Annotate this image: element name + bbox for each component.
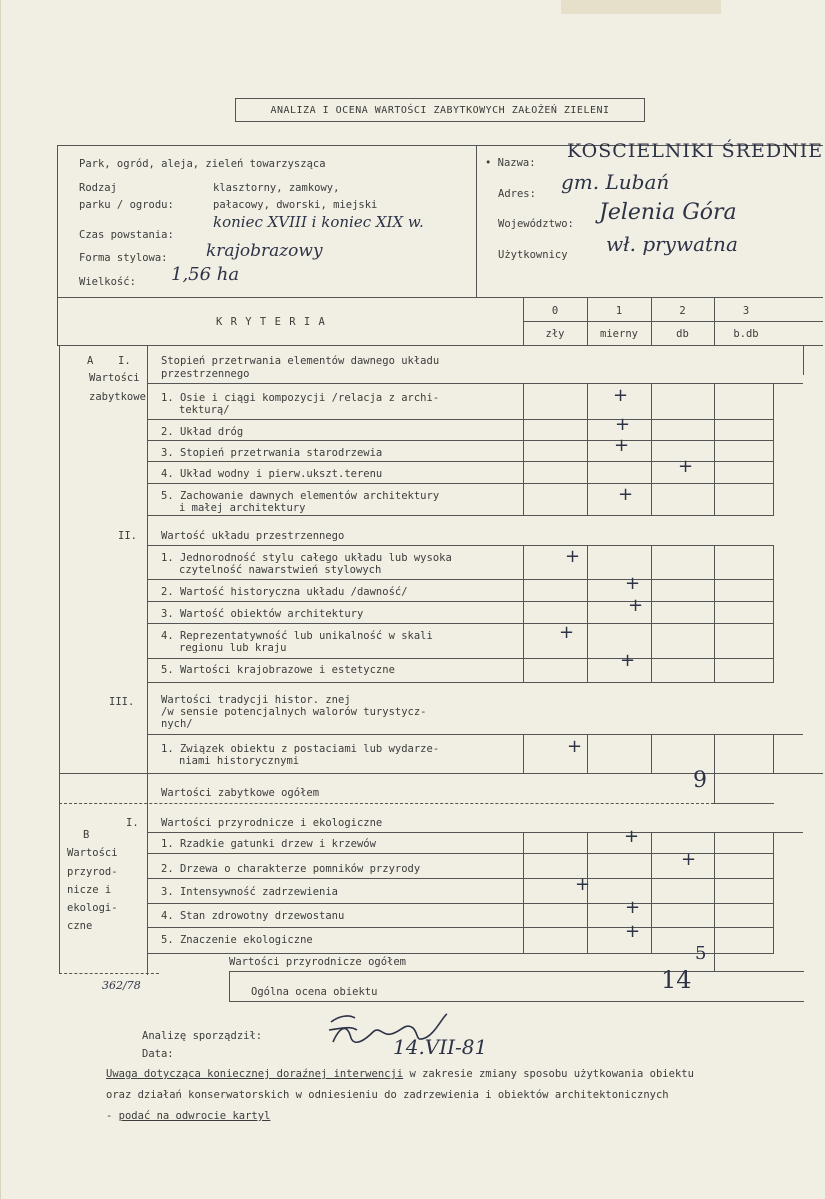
section-b-name-line2: przyrod- [67, 866, 118, 878]
table-rule [147, 903, 774, 904]
rodzaj-label: Rodzaj [79, 182, 117, 194]
group2-title: Wartość układu przestrzennego [161, 530, 345, 542]
g1-item1-line2: tekturą/ [179, 404, 230, 416]
table-rule [714, 773, 715, 803]
table-rule [147, 927, 774, 928]
table-rule [229, 971, 230, 1001]
section-a-numeral: I. [118, 355, 131, 367]
table-rule [476, 145, 477, 297]
g1-item3-line1: 3. Stopień przetrwania starodrzewia [161, 447, 383, 459]
date-label: Data: [142, 1048, 174, 1060]
table-rule [147, 623, 774, 624]
table-rule [523, 832, 524, 953]
table-rule [773, 545, 774, 682]
g2-item5-mark: + [620, 650, 636, 671]
table-rule [147, 853, 774, 854]
group1-title-line1: Stopień przetrwania elementów dawnego układu [161, 355, 440, 367]
reference-number: 362/78 [102, 979, 141, 992]
table-rule [523, 321, 823, 322]
rodzaj-options-line2: pałacowy, dworski, miejski [213, 199, 378, 211]
table-rule [59, 973, 159, 974]
b-item4: 4. Stan zdrowotny drzewostanu [161, 910, 345, 922]
scale-0-label: zły [545, 328, 565, 340]
group3-title-line2: /w sensie potencjalnych walorów turystycz- [161, 706, 427, 718]
wojewodztwo-label: Województwo: [498, 218, 574, 230]
group3-title-line3: nych/ [161, 718, 193, 730]
scale-1-label: mierny [600, 328, 638, 340]
section-a-total-label: Wartości zabytkowe ogółem [161, 787, 320, 799]
uzytkownicy-value: wł. prywatna [606, 232, 738, 256]
adres-value: gm. Lubań [561, 170, 670, 194]
g1-item4-mark: + [678, 456, 694, 477]
b-item3-mark: + [575, 874, 591, 895]
kryteria-header: K R Y T E R I A [216, 316, 326, 328]
note-line1-rest: w zakresie zmiany sposobu użytkowania obiektu [403, 1068, 694, 1080]
section-b-group-title: Wartości przyrodnicze i ekologiczne [161, 817, 383, 829]
paper-tape [561, 0, 721, 14]
table-rule [147, 601, 774, 602]
g2-item3-mark: + [628, 595, 644, 616]
wielkosc-label: Wielkość: [79, 276, 136, 288]
section-b-total-value: 5 [695, 943, 707, 964]
table-rule [147, 419, 774, 420]
table-rule [59, 773, 823, 774]
table-rule [57, 297, 58, 345]
date-value: 14.VII-81 [393, 1035, 488, 1059]
section-a-name-line1: Wartości [89, 372, 140, 384]
table-rule [57, 345, 823, 346]
table-rule [651, 832, 652, 953]
g2-item4-line2: regionu lub kraju [179, 642, 287, 654]
park-type-options: Park, ogród, aleja, zieleń towarzysząca [79, 158, 326, 170]
overall-label: Ogólna ocena obiektu [251, 986, 378, 998]
scale-3-label: b.db [733, 328, 759, 340]
group3-title-line1: Wartości tradycji histor. znej [161, 694, 351, 706]
scale-2-label: db [676, 328, 689, 340]
table-rule [651, 545, 652, 682]
table-rule [147, 440, 774, 441]
g3-item1-mark: + [567, 736, 583, 757]
table-rule [523, 734, 524, 773]
note-line3-dash: - [106, 1110, 119, 1122]
wojewodztwo-value: Jelenia Góra [599, 200, 737, 225]
section-b-name-line5: czne [67, 920, 93, 932]
g3-item1-line2: niami historycznymi [179, 755, 300, 767]
g2-item1-line1: 1. Jednorodność stylu całego układu lub wysoka [161, 552, 452, 564]
note-line2: oraz działań konserwatorskich w odniesieniu do zadrzewienia i obiektów architektonicznych [106, 1089, 669, 1101]
table-rule [229, 971, 804, 972]
b-item2: 2. Drzewa o charakterze pomników przyrody [161, 863, 421, 875]
table-rule [229, 1001, 804, 1002]
table-rule [587, 545, 588, 682]
document-title: ANALIZA I OCENA WARTOŚCI ZABYTKOWYCH ZAŁOŻEŃ ZIELENI [235, 98, 645, 122]
nazwa-value: KOSCIELNIKI ŚREDNIE [567, 140, 824, 162]
g2-item1-line2: czytelność nawarstwień stylowych [179, 564, 382, 576]
section-b-name-line3: nicze i [67, 884, 112, 896]
g1-item2-mark: + [615, 414, 631, 435]
table-rule [59, 803, 714, 804]
table-rule [147, 658, 774, 659]
table-rule [587, 383, 588, 515]
g2-item1-mark: + [565, 546, 581, 567]
g2-item2-line1: 2. Wartość historyczna układu /dawność/ [161, 586, 408, 598]
rodzaj-options-line1: klasztorny, zamkowy, [213, 182, 340, 194]
table-rule [147, 682, 774, 683]
g1-item5-mark: + [618, 484, 634, 505]
table-rule [714, 832, 715, 953]
forma-label: Forma stylowa: [79, 252, 168, 264]
note-line3-underlined: podać na odwrocie kartyl [118, 1110, 271, 1122]
b-item1: 1. Rzadkie gatunki drzew i krzewów [161, 838, 376, 850]
scale-1-number: 1 [615, 305, 623, 317]
table-rule [147, 878, 774, 879]
wielkosc-value: 1,56 ha [171, 264, 240, 285]
prepared-by-label: Analizę sporządził: [142, 1030, 263, 1042]
b-item4-mark: + [625, 897, 641, 918]
g1-item5-line2: i małej architektury [179, 502, 306, 514]
table-rule [651, 383, 652, 515]
nazwa-label: • Nazwa: [485, 157, 536, 169]
g2-item2-mark: + [625, 573, 641, 594]
table-rule [59, 345, 60, 973]
table-rule [714, 383, 715, 515]
g1-item4-line1: 4. Układ wodny i pierw.ukszt.terenu [161, 468, 383, 480]
czas-label: Czas powstania: [79, 229, 174, 241]
b-item3: 3. Intensywność zadrzewienia [161, 886, 339, 898]
table-rule [523, 545, 524, 682]
section-b-numeral: I. [126, 817, 139, 829]
table-rule [803, 345, 804, 375]
table-rule [147, 832, 803, 833]
section-a-numeral3: III. [109, 696, 135, 708]
g1-item5-line1: 5. Zachowanie dawnych elementów architektury [161, 490, 440, 502]
table-rule [773, 734, 774, 773]
section-a-total-value: 9 [693, 768, 707, 793]
table-rule [147, 515, 774, 516]
section-b-letter: B [83, 829, 90, 841]
section-b-name-line4: ekologi- [67, 902, 118, 914]
g2-item3-line1: 3. Wartość obiektów architektury [161, 608, 364, 620]
g2-item4-line1: 4. Reprezentatywność lub unikalność w skali [161, 630, 433, 642]
table-rule [714, 734, 715, 773]
overall-value: 14 [661, 966, 692, 994]
note-line1-underlined: Uwaga dotycząca koniecznej doraźnej interwencji [106, 1068, 404, 1080]
table-rule [147, 383, 803, 384]
b-item2-mark: + [681, 849, 697, 870]
forma-value: krajobrazowy [206, 241, 323, 261]
g3-item1-line1: 1. Związek obiektu z postaciami lub wydarze- [161, 743, 440, 755]
table-rule [147, 483, 774, 484]
g1-item3-mark: + [614, 435, 630, 456]
scale-0-number: 0 [551, 305, 559, 317]
table-rule [147, 545, 774, 546]
group1-title-line2: przestrzennego [161, 368, 250, 380]
table-rule [523, 383, 524, 515]
uzytkownicy-label: Użytkownicy [498, 249, 568, 261]
parku-label: parku / ogrodu: [79, 199, 174, 211]
table-rule [57, 297, 823, 298]
g1-item2-line1: 2. Układ dróg [161, 426, 244, 438]
table-rule [57, 145, 58, 297]
section-b-total-label: Wartości przyrodnicze ogółem [229, 956, 407, 968]
czas-value: koniec XVIII i koniec XIX w. [213, 213, 424, 231]
table-rule [147, 734, 803, 735]
g1-item1-line1: 1. Osie i ciągi kompozycji /relacja z archi- [161, 392, 440, 404]
section-a-letter: A [87, 355, 94, 367]
g2-item5-line1: 5. Wartości krajobrazowe i estetyczne [161, 664, 395, 676]
table-rule [587, 734, 588, 773]
table-rule [773, 832, 774, 953]
b-item1-mark: + [624, 826, 640, 847]
table-rule [714, 803, 774, 804]
g2-item4-mark: + [559, 622, 575, 643]
scale-2-number: 2 [679, 305, 686, 317]
table-rule [147, 953, 774, 954]
table-rule [714, 545, 715, 682]
adres-label: Adres: [498, 188, 536, 200]
section-b-name-line1: Wartości [67, 847, 118, 859]
b-item5-mark: + [625, 921, 641, 942]
table-rule [147, 579, 774, 580]
section-a-name-line2: zabytkowe [89, 391, 146, 403]
table-rule [773, 383, 774, 515]
table-rule [651, 734, 652, 773]
scale-3-number: 3 [742, 305, 750, 317]
g1-item1-mark: + [613, 385, 629, 406]
section-a-numeral2: II. [118, 530, 137, 542]
table-rule [714, 953, 715, 971]
b-item5: 5. Znaczenie ekologiczne [161, 934, 313, 946]
